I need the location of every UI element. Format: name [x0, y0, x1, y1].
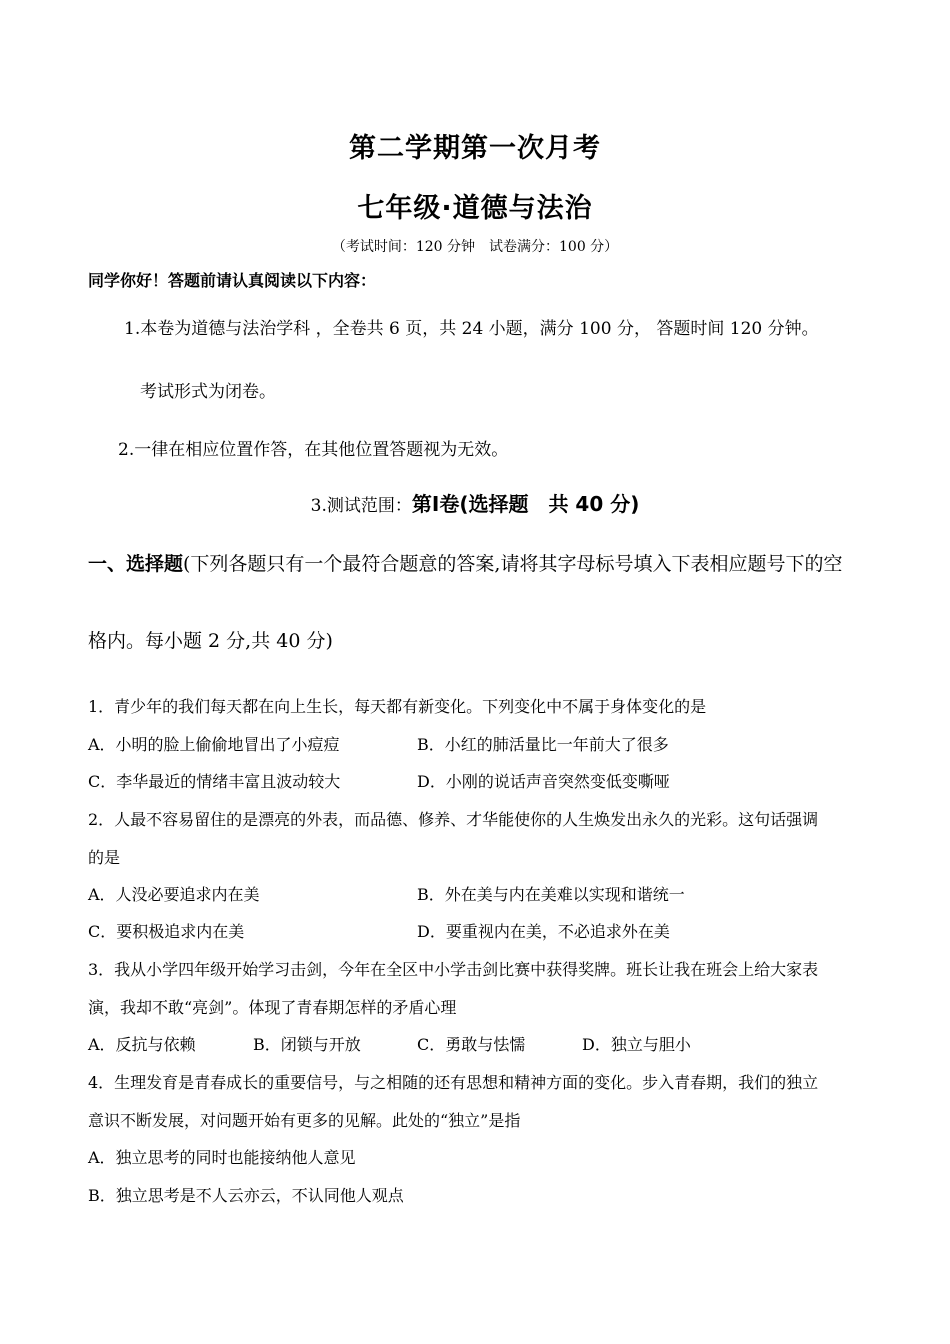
question-3-stem-cont: 演，我却不敢“亮剑”。体现了青春期怎样的矛盾心理: [88, 998, 457, 1017]
question-1-option-a: A．小明的脸上偷偷地冒出了小痘痘: [88, 735, 340, 754]
section-heading: [88, 549, 842, 576]
notice-item-1-cont: 考试形式为闭卷。: [140, 382, 276, 402]
question-2-option-b: B．外在美与内在美难以实现和谐统一: [417, 885, 685, 904]
question-2-option-d: D．要重视内在美，不必追求外在美: [417, 922, 670, 941]
question-3-option-c: C．勇敢与怯懦: [417, 1035, 526, 1054]
question-4-option-b: B．独立思考是不人云亦云，不认同他人观点: [88, 1186, 404, 1205]
exam-info: （考试时间：120 分钟 试卷满分：100 分）: [331, 239, 619, 255]
notice-item-1: 1.本卷为道德与法治学科 ，全卷共 6 页，共 24 小题，满分 100 分， 答题时间 120 分钟。: [124, 319, 819, 339]
notice-item-3-title: 第Ⅰ卷(选择题 共 40 分): [411, 492, 640, 516]
question-1-option-d: D．小刚的说话声音突然变低变嘶哑: [417, 772, 670, 791]
question-1-option-b: B．小红的肺活量比一年前大了很多: [417, 735, 669, 754]
section-label: 一、选择题: [88, 553, 184, 575]
notice-item-3: [0, 488, 950, 517]
question-3-option-a: A．反抗与依赖: [88, 1035, 196, 1054]
page-title: 第二学期第一次月考: [349, 133, 601, 164]
question-2-stem: 2．人最不容易留住的是漂亮的外表，而品德、修养、才华能使你的人生焕发出永久的光彩。这句话强调: [88, 810, 819, 829]
question-1-option-c: C．李华最近的情绪丰富且波动较大: [88, 772, 341, 791]
notice-item-3-prefix: 3.测试范围：: [310, 496, 412, 516]
page-subtitle: 七年级·道德与法治: [357, 193, 593, 224]
question-2-stem-cont: 的是: [88, 848, 121, 867]
section-desc: (下列各题只有一个最符合题意的答案,请将其字母标号填入下表相应题号下的空: [183, 553, 843, 575]
notice-item-2: 2.一律在相应位置作答，在其他位置答题视为无效。: [118, 440, 509, 460]
section-desc-cont: 格内。每小题 2 分,共 40 分): [88, 630, 333, 652]
question-3-option-d: D．独立与胆小: [582, 1035, 691, 1054]
question-4-option-a: A．独立思考的同时也能接纳他人意见: [88, 1148, 356, 1167]
question-2-option-a: A．人没必要追求内在美: [88, 885, 260, 904]
question-4-stem-cont: 意识不断发展，对问题开始有更多的见解。此处的“独立”是指: [88, 1111, 521, 1130]
question-3-stem: 3．我从小学四年级开始学习击剑，今年在全区中小学击剑比赛中获得奖牌。班长让我在班会上给大家表: [88, 960, 819, 979]
question-3-option-b: B．闭锁与开放: [253, 1035, 361, 1054]
notice-greeting: 同学你好！答题前请认真阅读以下内容：: [88, 271, 377, 290]
question-4-stem: 4．生理发育是青春成长的重要信号，与之相随的还有思想和精神方面的变化。步入青春期，我们的独立: [88, 1073, 819, 1092]
question-2-option-c: C．要积极追求内在美: [88, 922, 245, 941]
question-1-stem: 1．青少年的我们每天都在向上生长，每天都有新变化。下列变化中不属于身体变化的是: [88, 697, 707, 716]
